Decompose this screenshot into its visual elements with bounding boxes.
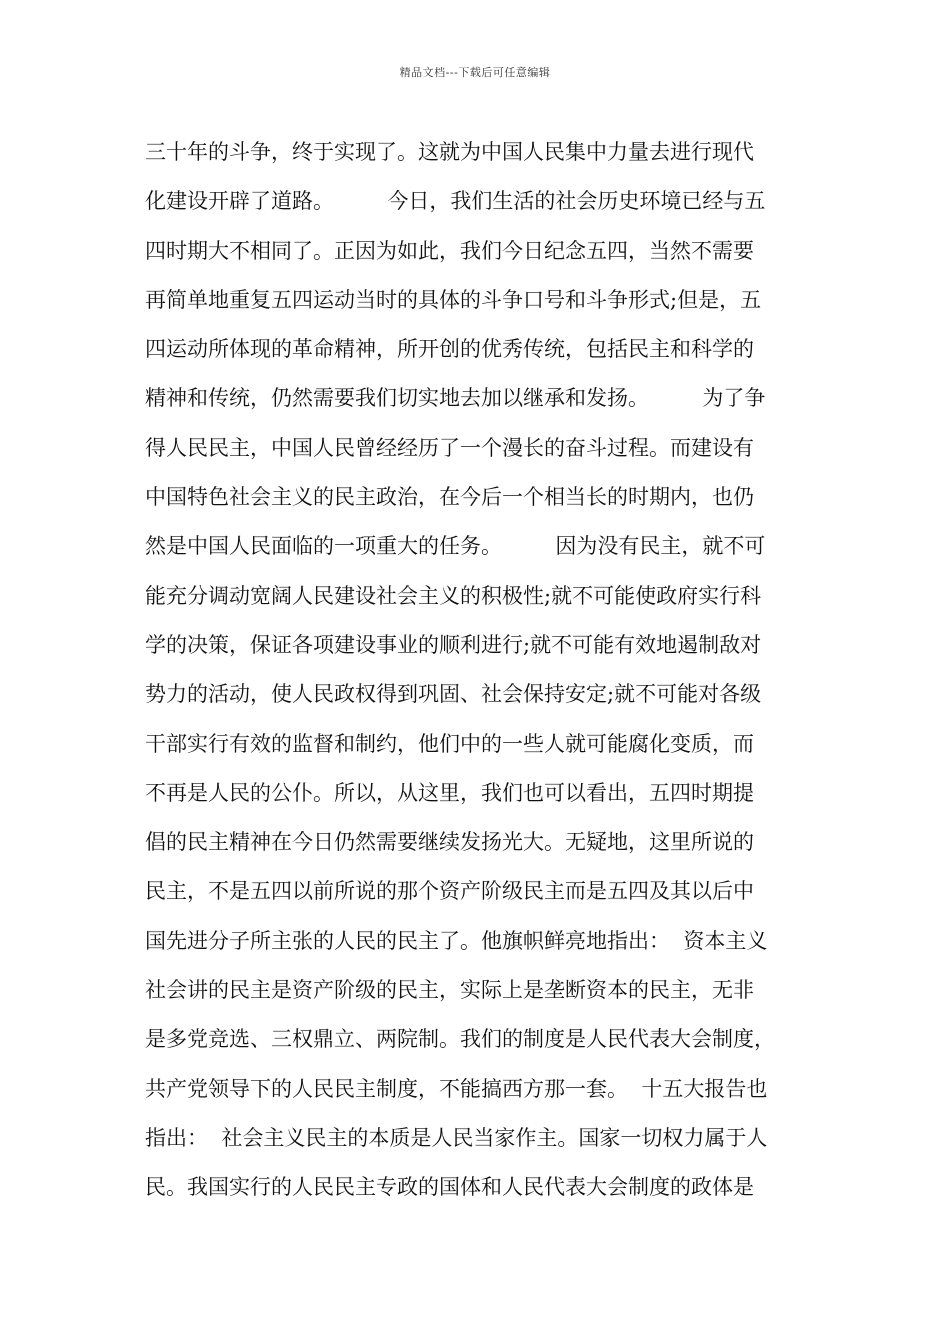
text-line: 指出： 社会主义民主的本质是人民当家作主。国家一切权力属于人 xyxy=(145,1125,768,1150)
text-line: 能充分调动宽阔人民建设社会主义的积极性;就不可能使政府实行科 xyxy=(145,583,762,608)
text-line: 化建设开辟了道路。 今日，我们生活的社会历史环境已经与五 xyxy=(145,189,766,214)
text-line: 倡的民主精神在今日仍然需要继续发扬光大。无疑地，这里所说的 xyxy=(145,830,754,855)
text-line: 干部实行有效的监督和制约，他们中的一些人就可能腐化变质，而 xyxy=(145,731,754,756)
text-line: 国先进分子所主张的人民的民主了。他旗帜鲜亮地指出： 资本主义 xyxy=(145,928,768,953)
text-line: 然是中国人民面临的一项重大的任务。 因为没有民主，就不可 xyxy=(145,534,766,559)
text-line: 四运动所体现的革命精神，所开创的优秀传统，包括民主和科学的 xyxy=(145,337,754,362)
text-line: 中国特色社会主义的民主政治，在今后一个相当长的时期内，也仍 xyxy=(145,485,754,510)
text-line: 再简单地重复五四运动当时的具体的斗争口号和斗争形式;但是，五 xyxy=(145,287,762,312)
text-line: 四时期大不相同了。正因为如此，我们今日纪念五四，当然不需要 xyxy=(145,238,754,263)
text-line: 民主，不是五四以前所说的那个资产阶级民主而是五四及其以后中 xyxy=(145,879,754,904)
page-header: 精品文档---下载后可任意编辑 xyxy=(399,66,551,79)
text-line: 精神和传统，仍然需要我们切实地去加以继承和发扬。 为了争 xyxy=(145,386,766,411)
text-line: 是多党竞选、三权鼎立、两院制。我们的制度是人民代表大会制度， xyxy=(145,1027,775,1052)
text-line: 势力的活动，使人民政权得到巩固、社会保持安定;就不可能对各级 xyxy=(145,682,762,707)
text-line: 三十年的斗争，终于实现了。这就为中国人民集中力量去进行现代 xyxy=(145,140,754,164)
text-line: 社会讲的民主是资产阶级的民主，实际上是垄断资本的民主，无非 xyxy=(145,978,754,1003)
text-line: 民。我国实行的人民民主专政的国体和人民代表大会制度的政体是 xyxy=(145,1175,754,1200)
text-line: 共产党领导下的人民民主制度，不能搞西方那一套。 十五大报告也 xyxy=(145,1076,768,1101)
text-line: 不再是人民的公仆。所以，从这里，我们也可以看出，五四时期提 xyxy=(145,780,754,805)
body-text xyxy=(145,128,815,1213)
text-line: 得人民民主，中国人民曾经经历了一个漫长的奋斗过程。而建设有 xyxy=(145,435,754,460)
text-line: 学的决策，保证各项建设事业的顺利进行;就不可能有效地遏制敌对 xyxy=(145,632,762,657)
